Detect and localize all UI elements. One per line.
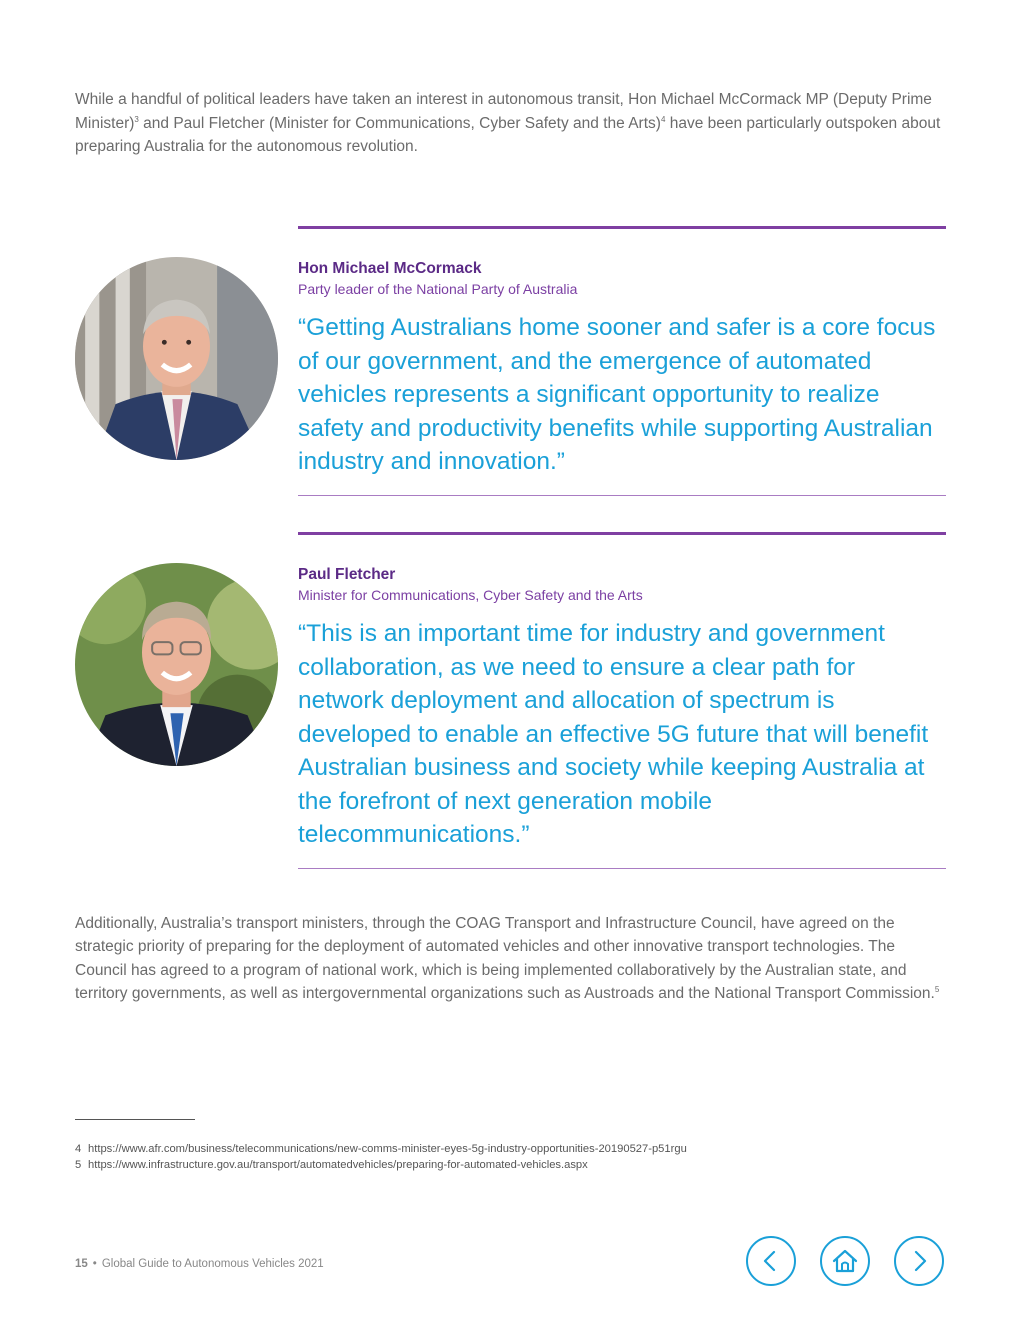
chevron-left-icon: [759, 1249, 783, 1273]
quote-top-divider: [298, 226, 946, 229]
speaker-name: Hon Michael McCormack: [298, 260, 482, 277]
page-number: 15: [75, 1258, 88, 1270]
speaker-portrait-fletcher: [75, 563, 278, 766]
previous-page-button[interactable]: [746, 1236, 796, 1286]
next-page-button[interactable]: [894, 1236, 944, 1286]
footnote-item: 4 https://www.afr.com/business/telecommunications/new-comms-minister-eyes-5g-industry-opportunities-20190527-p51rgu: [75, 1143, 687, 1155]
footnote-list: [75, 1141, 687, 1173]
quote-top-divider: [298, 532, 946, 535]
footnote-ref[interactable]: 4: [660, 114, 666, 124]
document-title: Global Guide to Autonomous Vehicles 2021: [101, 1258, 324, 1270]
portrait-photo: [75, 257, 278, 460]
speaker-name: Paul Fletcher: [298, 566, 396, 583]
quote-bottom-divider: [298, 868, 946, 869]
page-footer: [75, 1258, 324, 1270]
footnote-ref[interactable]: 3: [134, 114, 139, 124]
quote-bottom-divider: [298, 495, 946, 496]
pull-quote: “Getting Australians home sooner and safer is a core focus of our government, and the emergence of automated vehicles represents a significant opportunity to realize safety and productivity benefits while supporting Australian industry and innovation.”: [298, 314, 936, 475]
footnote-link[interactable]: https://www.infrastructure.gov.au/transport/automatedvehicles/preparing-for-automated-vehicles.aspx: [88, 1159, 588, 1171]
footer-separator: •: [92, 1258, 97, 1270]
closing-paragraph: Additionally, Australia’s transport ministers, through the COAG Transport and Infrastructure Council, have agreed on the strategic priority of preparing for the deployment of automated vehicles and other innovative transport technologies. The Council has agreed to a program of national work, which is being implemented collaboratively by the Australian state, and territory governments, as well as intergovernmental organizations such as Austroads and the National Transport Commission.$^5$: [75, 915, 940, 1002]
home-icon: [831, 1247, 859, 1275]
footnote-link[interactable]: https://www.afr.com/business/telecommunications/new-comms-minister-eyes-5g-industry-opportunities-20190527-p51rgu: [88, 1143, 687, 1155]
footnote-item: 5 https://www.infrastructure.gov.au/transport/automatedvehicles/preparing-for-automated-vehicles.aspx: [75, 1159, 588, 1171]
footnote-ref[interactable]: 5: [934, 984, 940, 994]
speaker-portrait-mccormack: [75, 257, 278, 460]
footnote-divider: [75, 1119, 195, 1120]
speaker-role: Minister for Communications, Cyber Safety and the Arts: [298, 587, 643, 603]
speaker-role: Party leader of the National Party of Australia: [298, 281, 578, 297]
pull-quote: “This is an important time for industry and government collaboration, as we need to ensure a clear path for network deployment and allocation of spectrum is developed to enable an effective 5G future that will benefit Australian business and society while keeping Australia at the forefront of next generation mobile telecommunications.”: [298, 620, 929, 848]
home-button[interactable]: [820, 1236, 870, 1286]
portrait-photo: [75, 563, 278, 766]
chevron-right-icon: [907, 1249, 931, 1273]
intro-paragraph: While a handful of political leaders have taken an interest in autonomous transit, Hon Michael McCormack MP (Deputy Prime Minister)$^3$ and Paul Fletcher (Minister for Communications, Cyber Safety and the Arts)$^4$ have been particularly outspoken about preparing Australia for the autonomous revolution.: [75, 91, 941, 155]
